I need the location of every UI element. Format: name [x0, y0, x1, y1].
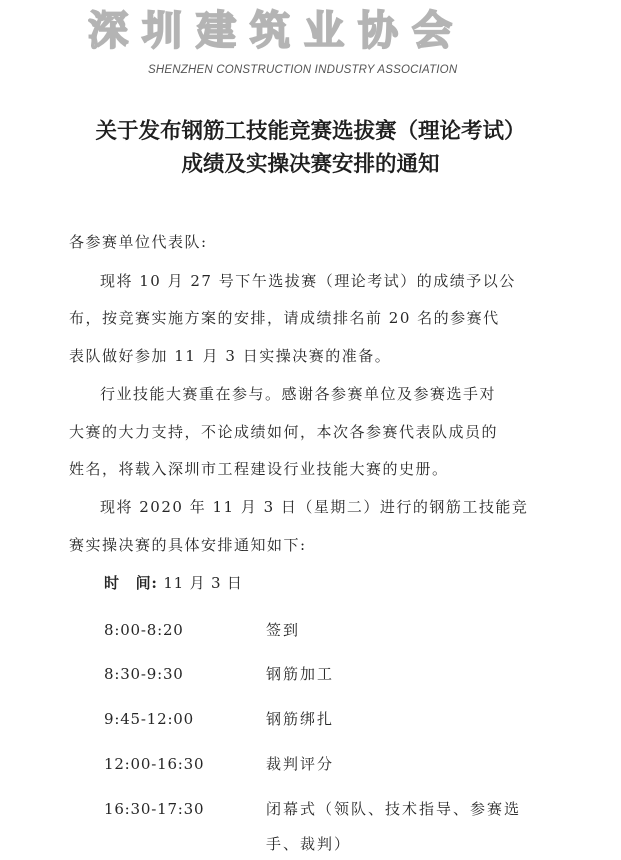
paragraph-2-line-3: 姓名，将载入深圳市工程建设行业技能大赛的史册。 — [69, 460, 449, 478]
schedule-time: 8:00-8:20 — [104, 621, 184, 639]
schedule-date-label: 时 间: — [104, 574, 158, 592]
schedule-event: 裁判评分 — [266, 755, 335, 773]
paragraph-2-line-2: 大赛的大力支持，不论成绩如何，本次各参赛代表队成员的 — [69, 423, 499, 441]
schedule-date — [104, 571, 243, 595]
paragraph-3-line-1: 现将 2020 年 11 月 3 日（星期二）进行的钢筋工技能竞 — [100, 498, 529, 516]
salutation: 各参赛单位代表队: — [69, 233, 208, 251]
association-english-name: SHENZHEN CONSTRUCTION INDUSTRY ASSOCIATION — [148, 64, 458, 76]
schedule-time: 16:30-17:30 — [104, 800, 205, 818]
paragraph-1-line-1: 现将 10 月 27 号下午选拔赛（理论考试）的成绩予以公 — [100, 272, 516, 290]
association-logo-text — [88, 2, 558, 54]
schedule-time: 8:30-9:30 — [104, 665, 184, 683]
paragraph-3-line-2: 赛实操决赛的具体安排通知如下: — [69, 536, 307, 554]
schedule-event: 签到 — [266, 621, 301, 639]
paragraph-2-line-1: 行业技能大赛重在参与。感谢各参赛单位及参赛选手对 — [100, 385, 497, 403]
schedule-event: 钢筋绑扎 — [266, 710, 335, 728]
document-title-line-1: 关于发布钢筋工技能竞赛选拔赛（理论考试） — [95, 119, 526, 144]
logo-chars: 深圳建筑业协会 — [88, 8, 466, 54]
schedule-date-value: 11 月 3 日 — [163, 574, 243, 592]
schedule-event: 钢筋加工 — [266, 665, 335, 683]
paragraph-1-line-2: 布，按竞赛实施方案的安排，请成绩排名前 20 名的参赛代 — [69, 309, 500, 327]
paragraph-1-line-3: 表队做好参加 11 月 3 日实操决赛的准备。 — [69, 347, 392, 365]
schedule-event-continuation: 手、裁判） — [266, 835, 352, 853]
schedule-time: 12:00-16:30 — [104, 755, 205, 773]
schedule-event: 闭幕式（领队、技术指导、参赛选 — [266, 800, 522, 818]
document-title-line-2: 成绩及实操决赛安排的通知 — [181, 152, 440, 177]
schedule-time: 9:45-12:00 — [104, 710, 194, 728]
